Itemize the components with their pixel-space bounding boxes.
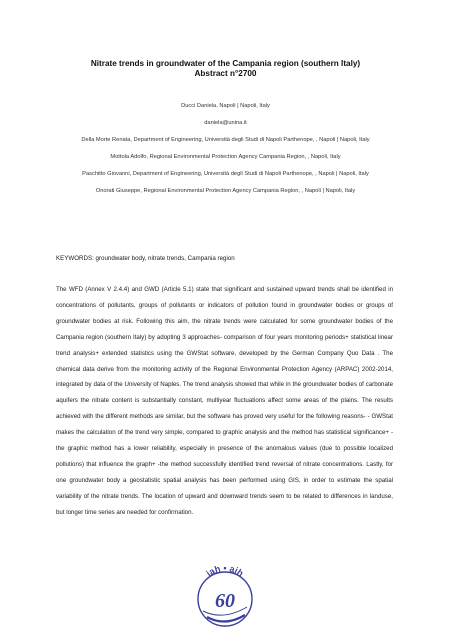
svg-text:iah • aih (204, 563, 245, 578)
author-entry: Mottola Adolfo, Regional Environmental Protection Agency Campania Region, , Napoli, Italy (110, 154, 341, 160)
abstract-body: The WFD (Annex V 2.4.4) and GWD (Article 5.1) state that significant and sustained upward trends shall be identified in concentrations of pollutants, groups of pollutants or indicators of pollution found in groundwater bodies or groups of groundwater bodies at risk. Following this aim, the nitrate trends were calculated for some groundwater bodies of the Campania region (southern Italy) by adopting 3 approaches- comparison of four years monitoring periods+ statistical linear trend analysis+ extended statistics using the GWStat software, developed by the German Company Quo Data . The chemical data derive from the monitoring activity of the Regional Environmental Protection Agency (ARPAC) 2002-2014, integrated by data of the University of Naples. The trend analysis showed that while in the groundwater bodies of carbonate aquifers the nitrate content is substantially constant, multiyear fluctuations affect some areas of the plains. The results achieved with the different methods are similar, but the software has proved very useful for the following reasons- - GWStat makes the calculation of the trend very simple, compared to graphic analysis and the method has statistical significance+ - the graphic method has a lower reliability, especially in presence of the anomalous values (due to possible localized pollutions) that influence the graph+ -the method successfully identified trend reversal of nitrate concentrations. Lastly, for one groundwater body a geostatistic spatial analysis has been performed using GIS, in order to estimate the spatial variability of the nitrate trends. The location of upward and downward trends seem to be related to differences in landuse, but longer time series are needed for confirmation. (56, 286, 393, 516)
author-entry: Paschitto Giovanni, Department of Engineering, Università degli Studi di Napoli Parthenope, , Napoli | Napoli, Italy (82, 171, 369, 177)
keywords-line: KEYWORDS: groundwater body, nitrate trends, Campania region (56, 255, 235, 262)
abstract-number: Abstract n°2700 (194, 69, 257, 78)
logo-number: 60 (215, 590, 235, 612)
author-entry: Ducci Daniela, Napoli | Napoli, Italy (181, 103, 270, 109)
author-entry: Onorati Giuseppe, Regional Environmental Protection Agency Campania Region, , Napoli | Napoli, Italy (95, 188, 356, 194)
iah-60th-anniversary-logo-icon (177, 555, 273, 635)
paper-title (40, 59, 411, 79)
title-line: Nitrate trends in groundwater of the Campania region (southern Italy) (90, 59, 361, 68)
logo-top-text: iah • aih (204, 563, 246, 579)
author-entry: Della Morte Renata, Department of Engineering, Università degli Studi di Napoli Parthenope, , Napoli | Napoli, Italy (81, 137, 370, 143)
author-list (36, 102, 415, 204)
author-email: daniela@unina.it (204, 120, 247, 126)
